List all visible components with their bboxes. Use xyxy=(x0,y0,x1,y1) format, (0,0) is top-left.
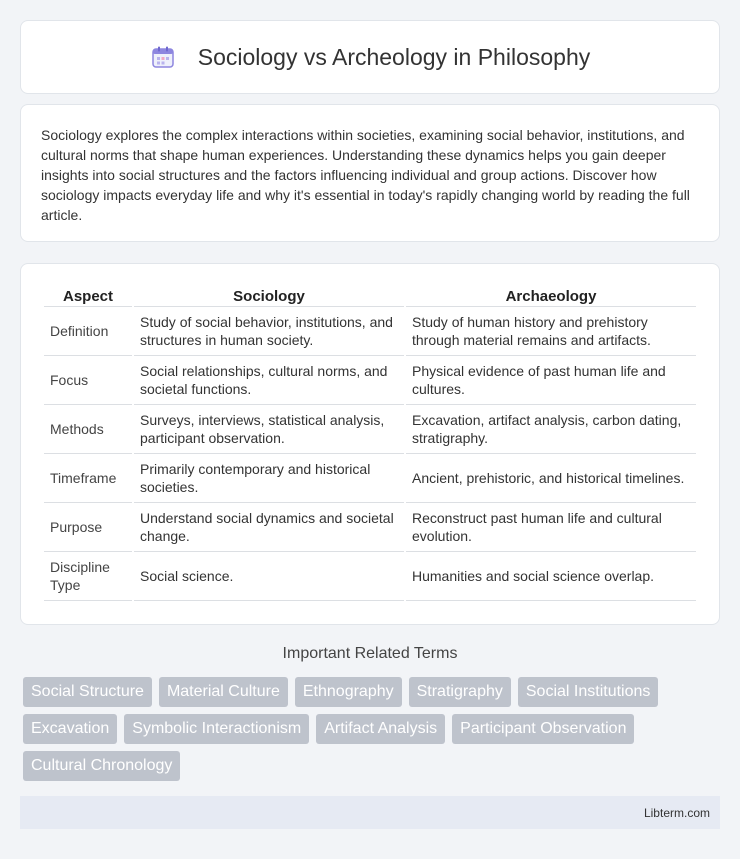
footer-brand-link[interactable]: Libterm.com xyxy=(643,805,710,820)
related-term-tag[interactable]: Excavation xyxy=(23,714,117,744)
table-row xyxy=(44,356,696,405)
row-archaeology: Ancient, prehistoric, and historical timelines. xyxy=(406,454,696,503)
related-term-tag[interactable]: Participant Observation xyxy=(452,714,634,744)
page-title: Sociology vs Archeology in Philosophy xyxy=(197,43,591,70)
related-term-tag[interactable]: Cultural Chronology xyxy=(23,751,180,781)
table-header-row xyxy=(44,284,696,307)
row-aspect: Definition xyxy=(44,307,132,356)
related-term-tag[interactable]: Material Culture xyxy=(159,677,288,707)
row-aspect: Focus xyxy=(44,356,132,405)
related-terms-list xyxy=(23,677,723,788)
table-row xyxy=(44,454,696,503)
related-term-tag[interactable]: Social Structure xyxy=(23,677,152,707)
row-aspect: Purpose xyxy=(44,503,132,552)
table-row xyxy=(44,405,696,454)
row-aspect: Timeframe xyxy=(44,454,132,503)
row-archaeology: Study of human history and prehistory through material remains and artifacts. xyxy=(406,307,696,356)
footer xyxy=(20,796,720,829)
row-sociology: Surveys, interviews, statistical analysis, participant observation. xyxy=(134,405,404,454)
related-term-tag[interactable]: Symbolic Interactionism xyxy=(124,714,309,744)
related-term-tag[interactable]: Stratigraphy xyxy=(409,677,511,707)
intro-text: Sociology explores the complex interactions within societies, examining social behavior, institutions, and cultural norms that shape human experiences. Understanding these dynamics helps you gain deeper insights into social structures and the factors influencing individual and group actions. Discover how sociology impacts everyday life and why it's essential in today's rapidly changing world by reading the full article. xyxy=(41,127,690,223)
row-archaeology: Physical evidence of past human life and cultures. xyxy=(406,356,696,405)
row-archaeology: Excavation, artifact analysis, carbon dating, stratigraphy. xyxy=(406,405,696,454)
table-row xyxy=(44,307,696,356)
comparison-table xyxy=(42,284,698,601)
row-sociology: Social science. xyxy=(134,552,404,601)
title-card xyxy=(20,20,720,94)
row-sociology: Understand social dynamics and societal change. xyxy=(134,503,404,552)
header-sociology: Sociology xyxy=(134,284,404,307)
row-aspect: Methods xyxy=(44,405,132,454)
table-row xyxy=(44,503,696,552)
related-term-tag[interactable]: Ethnography xyxy=(295,677,402,707)
table-row xyxy=(44,552,696,601)
header-aspect: Aspect xyxy=(44,284,132,307)
row-archaeology: Reconstruct past human life and cultural evolution. xyxy=(406,503,696,552)
row-sociology: Study of social behavior, institutions, and structures in human society. xyxy=(134,307,404,356)
row-archaeology: Humanities and social science overlap. xyxy=(406,552,696,601)
related-terms-title: Important Related Terms xyxy=(282,645,458,662)
row-sociology: Primarily contemporary and historical societies. xyxy=(134,454,404,503)
calendar-icon xyxy=(150,44,176,70)
related-term-tag[interactable]: Social Institutions xyxy=(518,677,659,707)
row-aspect: Discipline Type xyxy=(44,552,132,601)
row-sociology: Social relationships, cultural norms, and societal functions. xyxy=(134,356,404,405)
header-archaeology: Archaeology xyxy=(406,284,696,307)
intro-card xyxy=(20,104,720,242)
comparison-table-card xyxy=(20,263,720,625)
related-term-tag[interactable]: Artifact Analysis xyxy=(316,714,445,744)
